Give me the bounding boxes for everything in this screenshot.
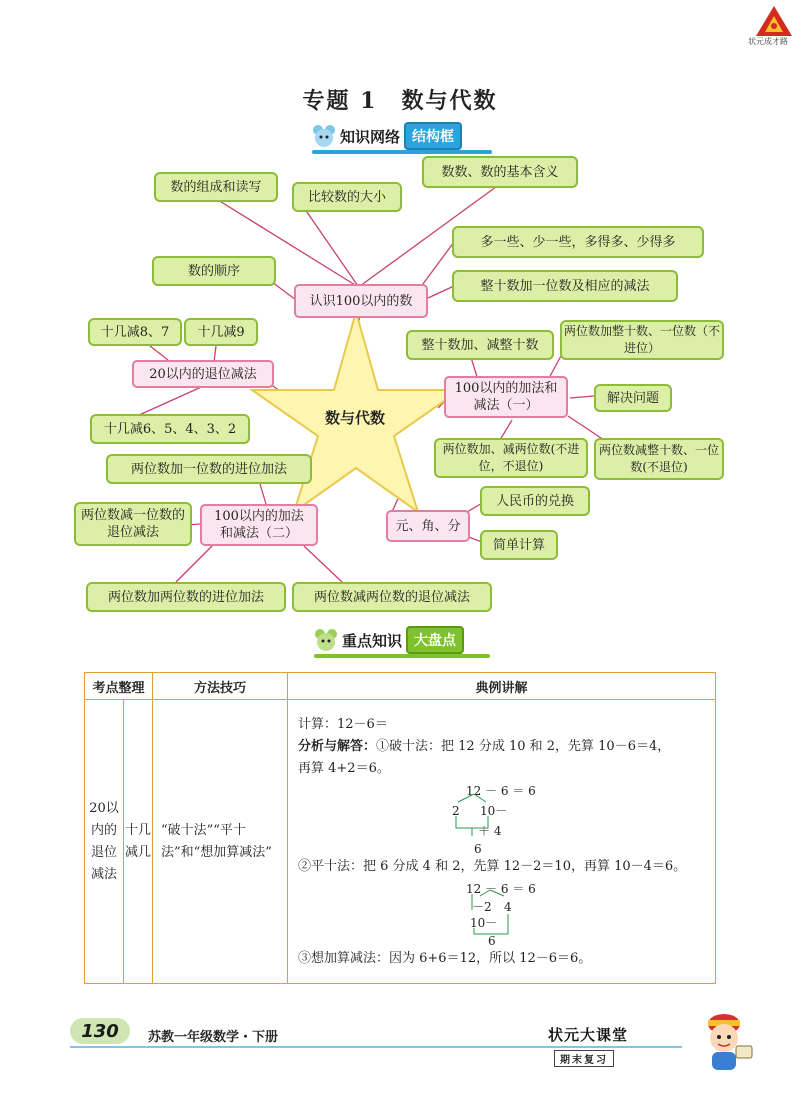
header-topic: 考点整理 [85,673,153,700]
break-ten-diagram [298,780,705,856]
section-label: 知识网络 [340,127,401,146]
calc-result: 6 [474,841,482,856]
node-rmb-exchange: 人民币的兑换 [480,486,590,516]
calc-split-right: 10－ [480,803,508,818]
node-two-digit-add-sub: 两位数加、减两位数(不进位，不退位) [434,438,588,478]
section-badge: 大盘点 [406,626,464,654]
key-knowledge-table [84,672,716,984]
node-know-numbers-100: 认识100以内的数 [294,284,428,318]
node-tens-plus-ones: 整十数加一位数及相应的减法 [452,270,678,302]
example-analysis [298,736,705,758]
node-yuan-jiao-fen: 元、角、分 [386,510,470,542]
node-teen-minus-9: 十几减9 [184,318,258,346]
logo-text: 状元成才路 [748,37,788,46]
calc-mid: 10－ [470,915,498,930]
footer-rule [70,1046,682,1048]
brand-subtitle: 期末复习 [554,1050,614,1067]
page-title: 专题 1 数与代数 [302,88,498,114]
example-line3: 再算 4+2＝6。 [298,760,390,776]
node-more-less: 多一些、少一些，多得多、少得多 [452,226,704,258]
section-header-key-knowledge [314,626,490,658]
topic-subcategory: 十几减几 [124,700,153,984]
analysis-label: 分析与解答： [298,738,377,754]
section-underline [314,654,490,658]
node-two-digit-plus-tens: 两位数加整十数、一位数（不进位） [560,320,724,360]
node-add-sub-100-1: 100以内的加法和减法（一） [444,376,568,418]
boy-mascot-icon [690,1008,760,1074]
calc-split-left: －2 [472,899,492,914]
example-question: 计算：12－6＝ [298,716,388,732]
mind-map [60,150,740,620]
node-subtraction-20: 20以内的退位减法 [132,360,274,388]
level-ten-lines [464,888,524,938]
break-ten-lines [448,792,508,842]
calc-add: ＋ 4 [478,823,502,838]
node-number-order: 数的顺序 [152,256,276,286]
calc-expression: 12 － 6 ＝ 6 [466,783,536,798]
table-row [85,700,716,984]
node-counting: 数数、数的基本含义 [422,156,578,188]
center-label: 数与代数 [324,408,385,427]
example-line5: ③想加算减法：因为 6+6＝12，所以 12－6＝6。 [298,950,592,966]
book-title: 苏教一年级数学・下册 [148,1030,279,1045]
node-teen-minus-8-7: 十几减8、7 [88,318,182,346]
node-borrow-sub-one-digit: 两位数减一位数的退位减法 [74,502,192,546]
node-add-sub-100-2: 100以内的加法和减法（二） [200,504,318,546]
node-carry-add-one-digit: 两位数加一位数的进位加法 [106,454,312,484]
node-two-digit-minus-tens: 两位数减整十数、一位数(不退位) [594,438,724,480]
node-number-composition: 数的组成和读写 [154,172,278,202]
calc-split-right: 4 [504,899,512,914]
mouse-mascot-icon [314,628,338,652]
analysis-text: ①破十法：把 12 分成 10 和 2，先算 10－6＝4， [376,738,671,754]
node-teen-minus-6-2: 十几减6、5、4、3、2 [90,414,250,444]
example-line4: ②平十法：把 6 分成 4 和 2，先算 12－2＝10，再算 10－4＝6。 [298,858,687,874]
page-number: 130 [70,1018,130,1044]
section-label: 重点知识 [342,631,403,650]
node-compare-numbers: 比较数的大小 [292,182,402,212]
method-tips: “破十法”“平十法”和“想加算减法” [153,700,288,984]
brand-name: 状元大课堂 [548,1026,629,1044]
node-solve-problems: 解决问题 [594,384,672,412]
calc-result: 6 [488,933,496,948]
node-carry-add-two-digit: 两位数加两位数的进位加法 [86,582,286,612]
topic-category: 20以内的退位减法 [85,700,124,984]
level-ten-diagram [298,878,705,948]
mouse-mascot-icon [312,124,336,148]
calc-expression: 12 － 6 ＝ 6 [466,881,536,896]
header-example: 典例讲解 [288,673,716,700]
section-badge: 结构框 [404,122,462,150]
calc-split-left: 2 [452,803,460,818]
node-tens-add-sub: 整十数加、减整十数 [406,330,554,360]
node-borrow-sub-two-digit: 两位数减两位数的退位减法 [292,582,492,612]
table-header-row [85,673,716,700]
example-cell [288,700,716,984]
header-method: 方法技巧 [153,673,288,700]
node-simple-calc: 简单计算 [480,530,558,560]
